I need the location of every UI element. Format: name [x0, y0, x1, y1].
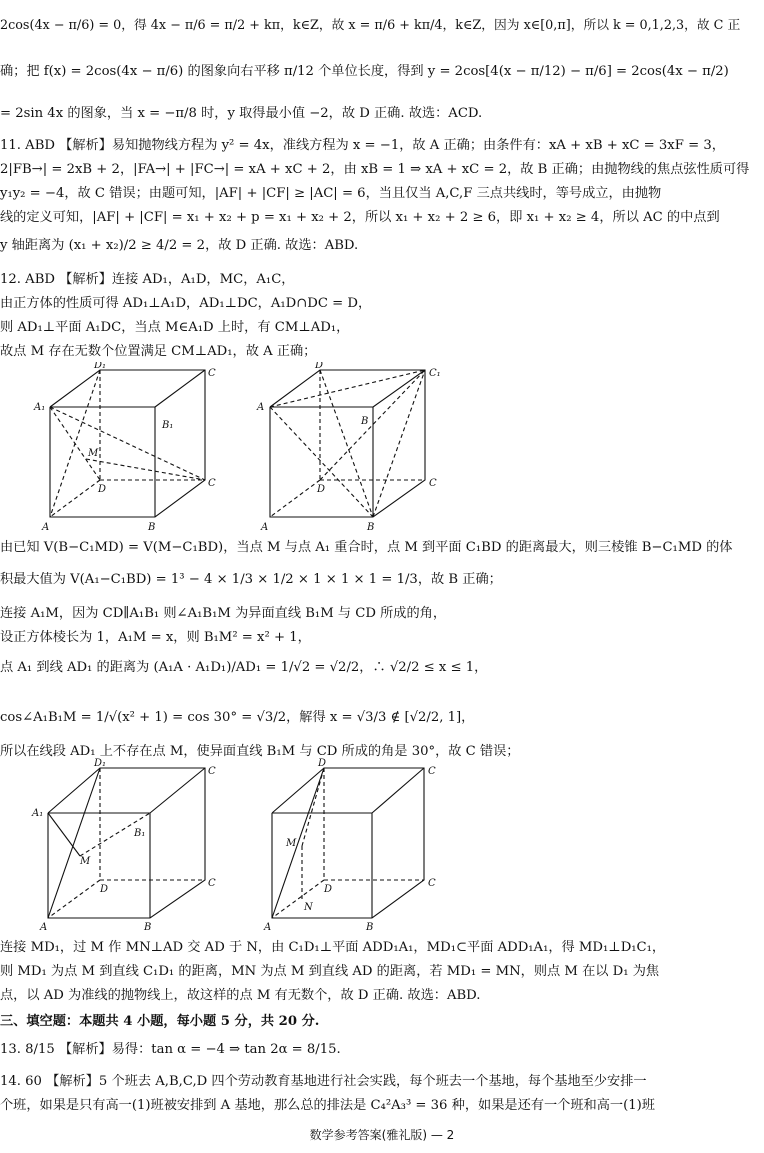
cube-figure-4: [262, 758, 452, 933]
text-line: 积最大值为 V(A₁−C₁BD) = 1³ − 4 × 1/3 × 1/2 × 1 × 1 × 1 = 1/3，故 B 正确；: [0, 572, 502, 587]
cube-figure-1: [30, 362, 220, 537]
vertex-label: C: [208, 368, 216, 379]
text-line: 点 A₁ 到线 AD₁ 的距离为 (A₁A · A₁D₁)/AD₁ = 1/√2 = √2/2，∴ √2/2 ≤ x ≤ 1，: [0, 660, 488, 675]
vertex-label: C: [429, 478, 437, 489]
vertex-label: B₁: [162, 420, 174, 431]
text-line: 2|FB→| = 2xB + 2，|FA→| + |FC→| = xA + xC + 2，由 xB = 1 ⇒ xA + xC = 2，故 B 正确；由抛物线的焦点弦性质可得: [0, 162, 750, 177]
vertex-label: B: [367, 522, 375, 533]
vertex-label: D: [315, 362, 324, 371]
vertex-label: C: [428, 878, 436, 889]
vertex-label: C: [208, 878, 216, 889]
text-line: 所以在线段 AD₁ 上不存在点 M，使异面直线 B₁M 与 CD 所成的角是 30°，故 C 错误；: [0, 744, 520, 759]
cube-figure-3: [30, 758, 220, 933]
vertex-label: B: [366, 922, 374, 933]
text-line: 14. 60 【解析】5 个班去 A,B,C,D 四个劳动教育基地进行社会实践，每个班去一个基地，每个基地至少安排一: [0, 1074, 647, 1089]
text-line: y₁y₂ = −4，故 C 错误；由题可知，|AF| + |CF| ≥ |AC| = 6，当且仅当 A,C,F 三点共线时，等号成立，由抛物: [0, 186, 662, 201]
vertex-label: B₁: [134, 828, 146, 839]
vertex-label: A: [40, 922, 48, 933]
vertex-label: D: [318, 758, 327, 769]
vertex-label: C: [208, 766, 216, 777]
text-line: 设正方体棱长为 1，A₁M = x，则 B₁M² = x² + 1，: [0, 630, 311, 645]
text-line: 由正方体的性质可得 AD₁⊥A₁D，AD₁⊥DC，A₁D∩DC = D，: [0, 296, 372, 311]
text-line: y 轴距离为 (x₁ + x₂)/2 ≥ 4/2 = 2，故 D 正确. 故选：ABD.: [0, 238, 359, 253]
text-line: 12. ABD 【解析】连接 AD₁，A₁D，MC，A₁C，: [0, 272, 295, 287]
section-heading: 三、填空题：本题共 4 小题，每小题 5 分，共 20 分.: [0, 1014, 320, 1029]
vertex-label: B: [148, 522, 156, 533]
vertex-label: M: [80, 856, 91, 867]
vertex-label: C₁: [429, 368, 441, 379]
vertex-label: A: [261, 522, 269, 533]
vertex-label: A: [257, 402, 265, 413]
vertex-label: A: [264, 922, 272, 933]
vertex-label: B: [361, 416, 369, 427]
text-line: 确；把 f(x) = 2cos(4x − π/6) 的图象向右平移 π/12 个单位长度，得到 y = 2cos[4(x − π/12) − π/6] = 2cos(4x − π/2): [0, 64, 729, 79]
text-line: 则 MD₁ 为点 M 到直线 C₁D₁ 的距离，MN 为点 M 到直线 AD 的距离，若 MD₁ = MN，则点 M 在以 D₁ 为焦: [0, 964, 660, 979]
vertex-label: D: [100, 884, 109, 895]
text-line: 2cos(4x − π/6) = 0，得 4x − π/6 = π/2 + kπ，k∈Z，故 x = π/6 + kπ/4，k∈Z，因为 x∈[0,π]，所以 k = 0,1,2,3，故 C 正: [0, 18, 741, 33]
vertex-label: A: [42, 522, 50, 533]
vertex-label: C: [428, 766, 436, 777]
text-line: 连接 A₁M，因为 CD∥A₁B₁ 则∠A₁B₁M 为异面直线 B₁M 与 CD 所成的角，: [0, 606, 447, 621]
vertex-label: N: [304, 902, 313, 913]
text-line: 11. ABD 【解析】易知抛物线方程为 y² = 4x，准线方程为 x = −1，故 A 正确；由条件有：xA + xB + xC = 3xF = 3，: [0, 138, 725, 153]
text-line: cos∠A₁B₁M = 1/√(x² + 1) = cos 30° = √3/2，解得 x = √3/3 ∉ [√2/2, 1]，: [0, 710, 475, 725]
page-footer: 数学参考答案(雅礼版) — 2: [309, 1128, 455, 1142]
text-line: 则 AD₁⊥平面 A₁DC，当点 M∈A₁D 上时，有 CM⊥AD₁，: [0, 320, 350, 335]
text-line: 连接 MD₁，过 M 作 MN⊥AD 交 AD 于 N，由 C₁D₁⊥平面 ADD₁A₁，MD₁⊂平面 ADD₁A₁，得 MD₁⊥D₁C₁，: [0, 940, 666, 955]
vertex-label: A₁: [32, 808, 44, 819]
text-line: 13. 8/15 【解析】易得：tan α = −4 ⇒ tan 2α = 8/15.: [0, 1042, 341, 1057]
text-line: 由已知 V(B−C₁MD) = V(M−C₁BD)，当点 M 与点 A₁ 重合时，点 M 到平面 C₁BD 的距离最大，则三棱锥 B−C₁MD 的体: [0, 540, 733, 555]
cube-figure-2: [255, 362, 455, 537]
vertex-label: M: [88, 448, 99, 459]
text-line: 故点 M 存在无数个位置满足 CM⊥AD₁，故 A 正确；: [0, 344, 317, 359]
text-line: = 2sin 4x 的图象，当 x = −π/8 时，y 取得最小值 −2，故 D 正确. 故选：ACD.: [0, 106, 483, 121]
vertex-label: M: [286, 838, 297, 849]
vertex-label: D: [324, 884, 333, 895]
vertex-label: D: [98, 484, 107, 495]
vertex-label: D₁: [94, 758, 107, 769]
vertex-label: B: [144, 922, 152, 933]
vertex-label: A₁: [34, 402, 46, 413]
vertex-label: C: [208, 478, 216, 489]
vertex-label: D₁: [94, 362, 107, 371]
text-line: 线的定义可知，|AF| + |CF| = x₁ + x₂ + p = x₁ + x₂ + 2，所以 x₁ + x₂ + 2 ≥ 6，即 x₁ + x₂ ≥ 4，所以 AC 的中点到: [0, 210, 720, 225]
vertex-label: D: [317, 484, 326, 495]
text-line: 点，以 AD 为准线的抛物线上，故这样的点 M 有无数个，故 D 正确. 故选：ABD.: [0, 988, 481, 1003]
text-line: 个班，如果是只有高一(1)班被安排到 A 基地，那么总的排法是 C₄²A₃³ = 36 种，如果是还有一个班和高一(1)班: [0, 1098, 655, 1113]
